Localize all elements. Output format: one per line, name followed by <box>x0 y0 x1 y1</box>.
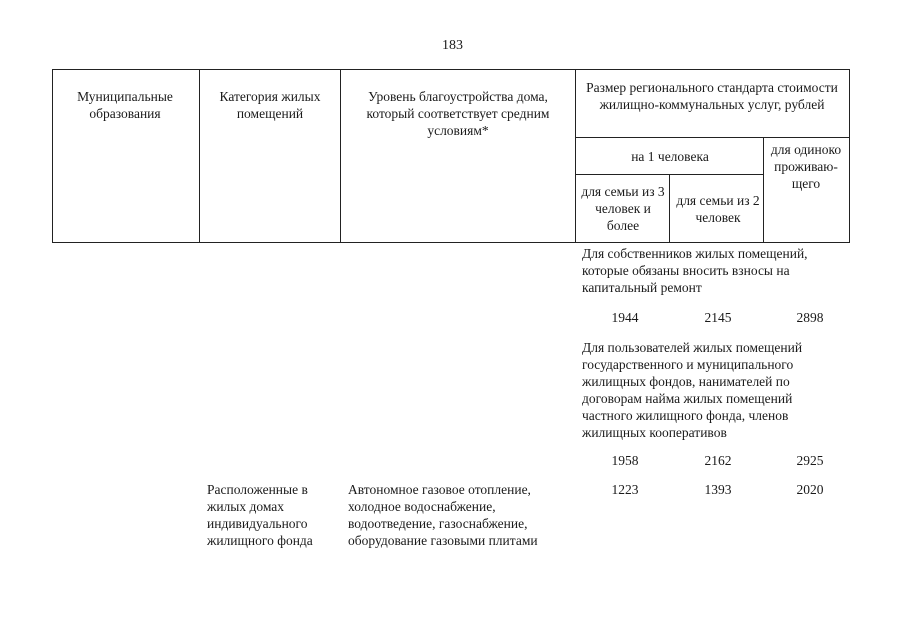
col-divider-2 <box>340 69 341 243</box>
table-top-border <box>52 69 850 70</box>
family-col-divider <box>669 174 670 243</box>
page-number: 183 <box>442 38 463 53</box>
section-caption: Для пользователей жилых помещений государственного и муниципального жилищных фондов, нанимателей по договорам найма жилых помещений частного жилищного фонда, членов жилищных кооперативов <box>582 340 803 440</box>
header-single: для одиноко проживаю-щего <box>770 142 842 191</box>
single-col-divider <box>763 137 764 243</box>
row-level: Автономное газовое отопление, холодное водоснабжение, водоотведение, газоснабжение, оборудование газовыми плитами <box>348 482 538 548</box>
header-category: Категория жилых помещений <box>219 89 321 121</box>
header-level: Уровень благоустройства дома, который соответствует средним условиям* <box>366 89 550 138</box>
value-family-3: 1944 <box>611 310 639 325</box>
header-standard: Размер регионального стандарта стоимости жилищно-коммунальных услуг, рублей <box>586 80 838 112</box>
header-municipal: Муниципальные образования <box>77 89 173 121</box>
value-single: 2898 <box>796 310 824 325</box>
value-single: 2925 <box>796 453 824 468</box>
value-family-2: 1393 <box>704 482 732 497</box>
standard-row-divider <box>575 137 850 138</box>
value-family-3: 1958 <box>611 453 639 468</box>
table-bottom-border <box>52 242 850 243</box>
col-divider-3 <box>575 69 576 243</box>
header-per-person: на 1 человека <box>631 149 709 164</box>
table-left-border <box>52 69 53 243</box>
value-family-2: 2145 <box>704 310 732 325</box>
value-family-3: 1223 <box>611 482 639 497</box>
col-divider-1 <box>199 69 200 243</box>
header-family-2: для семьи из 2 человек <box>676 193 760 225</box>
section-caption: Для собственников жилых помещений, которые обязаны вносить взносы на капитальный ремонт <box>582 246 808 295</box>
value-family-2: 2162 <box>704 453 732 468</box>
value-single: 2020 <box>796 482 824 497</box>
row-category: Расположенные в жилых домах индивидуального жилищного фонда <box>207 482 313 548</box>
table-right-border <box>849 69 850 243</box>
header-family-3: для семьи из 3 человек и более <box>581 184 665 233</box>
